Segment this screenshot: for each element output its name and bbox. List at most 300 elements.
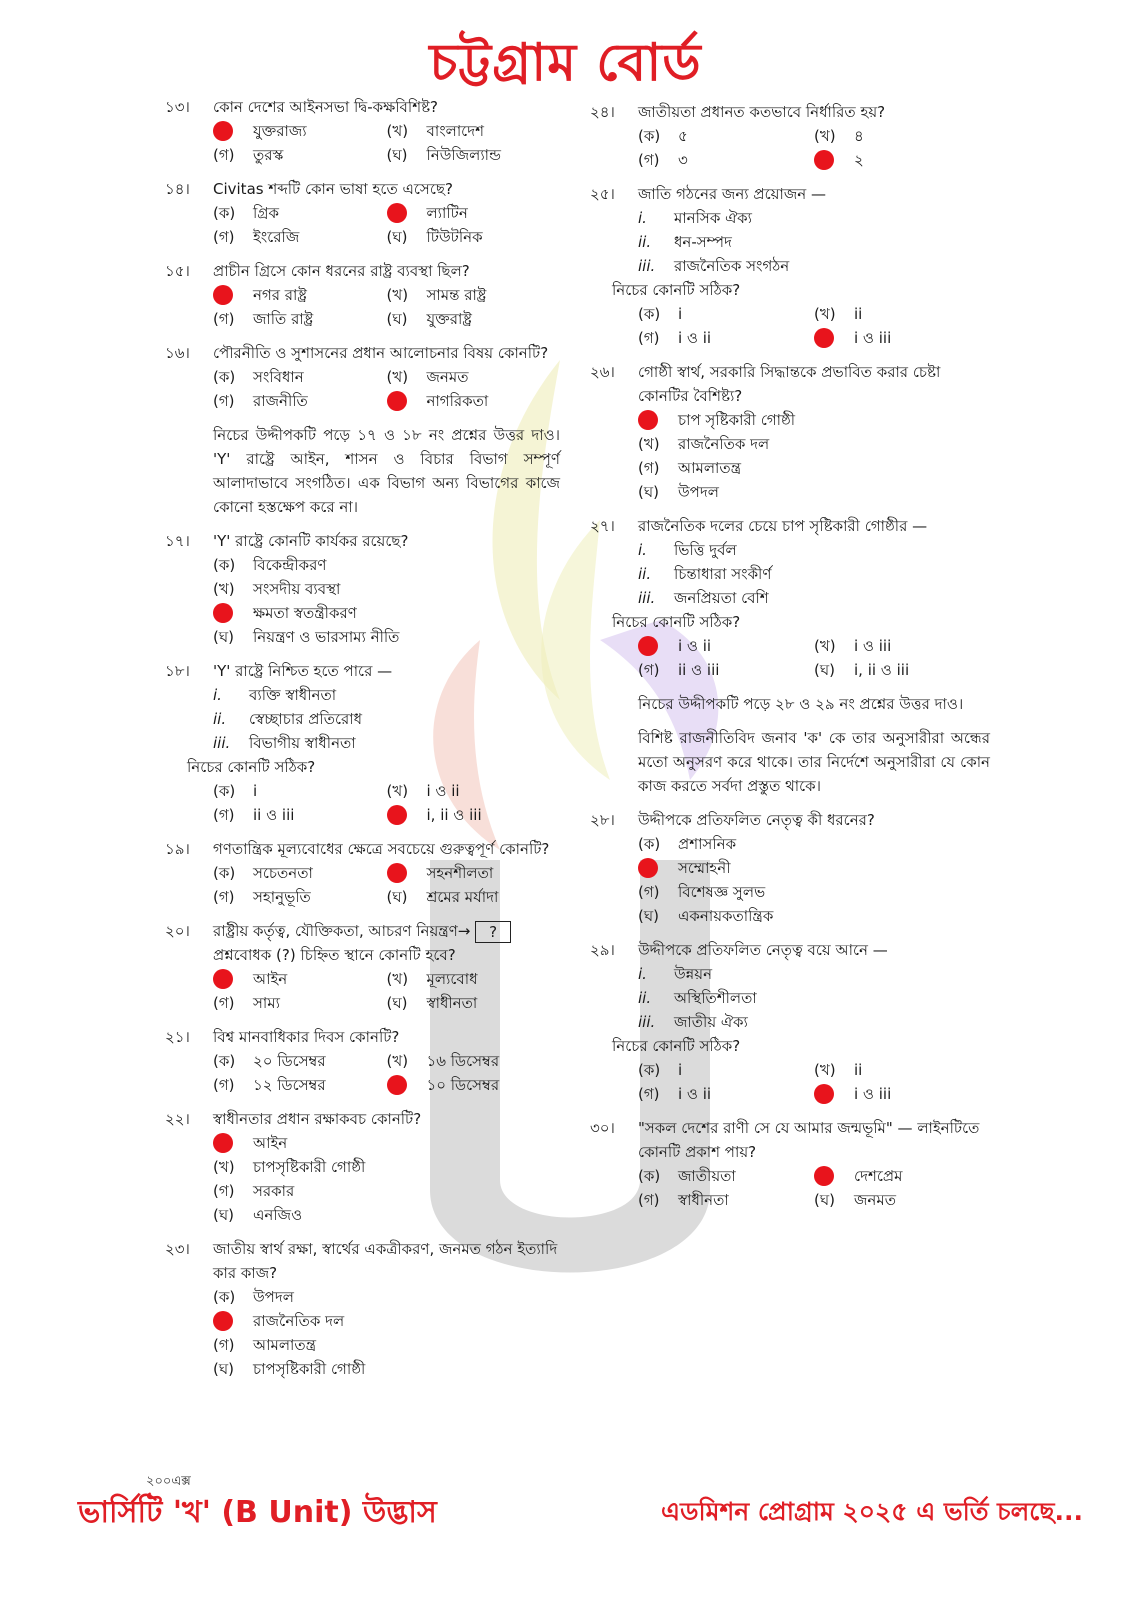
option-text: i ও ii bbox=[678, 637, 712, 655]
question bbox=[165, 659, 560, 827]
question-header bbox=[165, 837, 560, 861]
option-text: স্বাধীনতা bbox=[426, 994, 478, 1012]
question-text-main: প্রাচীন গ্রিসে কোন ধরনের রাষ্ট্র ব্যবস্থা ছিল? bbox=[213, 262, 470, 280]
correct-answer-dot bbox=[814, 1166, 834, 1186]
options bbox=[165, 779, 560, 827]
option-text: যুক্তরাজ্য bbox=[253, 122, 307, 140]
option-label: (গ) bbox=[638, 459, 660, 477]
option-label: (ক) bbox=[638, 127, 661, 145]
statement-text: চিন্তাধারা সংকীর্ণ bbox=[674, 565, 772, 583]
option-text: ২০ ডিসেম্বর bbox=[253, 1052, 326, 1070]
option-text: রাজনৈতিক দল bbox=[253, 1312, 345, 1330]
answer-option bbox=[213, 577, 560, 601]
option-text: সাম্য bbox=[253, 994, 280, 1012]
option-marker bbox=[814, 150, 840, 170]
answer-option bbox=[213, 625, 560, 649]
question-text-main: গণতান্ত্রিক মূল্যবোধের ক্ষেত্রে সবচেয়ে গুরুত্বপূর্ণ কোনটি? bbox=[213, 840, 550, 858]
answer-option bbox=[213, 1073, 387, 1097]
stimulus-passage: নিচের উদ্দীপকটি পড়ে ২৮ ও ২৯ নং প্রশ্নের উত্তর দাও। bbox=[638, 695, 964, 713]
statement bbox=[165, 683, 560, 707]
answer-option bbox=[387, 991, 561, 1015]
correct-answer-dot bbox=[213, 969, 233, 989]
question-number: ২২। bbox=[165, 1110, 190, 1128]
answer-option bbox=[213, 1131, 560, 1155]
question bbox=[165, 177, 560, 249]
option-text: ৫ bbox=[678, 127, 688, 145]
answer-option bbox=[814, 302, 990, 326]
question-text-main: Civitas শব্দটি কোন ভাষা হতে এসেছে? bbox=[213, 180, 453, 198]
option-text: নিয়ন্ত্রণ ও ভারসাম্য নীতি bbox=[253, 628, 400, 646]
statement bbox=[590, 962, 990, 986]
correct-answer-dot bbox=[387, 203, 407, 223]
question-text bbox=[213, 1025, 560, 1049]
answer-option bbox=[213, 1049, 387, 1073]
answer-option bbox=[387, 143, 561, 167]
option-text: জনমত bbox=[854, 1191, 896, 1209]
answer-option bbox=[213, 365, 387, 389]
options bbox=[590, 1164, 990, 1212]
answer-prompt: নিচের কোনটি সঠিক? bbox=[187, 758, 316, 776]
options bbox=[165, 1285, 560, 1381]
option-text: আমলাতন্ত্র bbox=[678, 459, 742, 477]
option-text: মূল্যবোধ bbox=[426, 970, 478, 988]
option-text: গ্রিক bbox=[253, 204, 280, 222]
option-text: ii bbox=[854, 1061, 863, 1079]
question-header bbox=[165, 659, 560, 683]
statement-numeral: ii. bbox=[638, 233, 652, 251]
answer-option bbox=[638, 1164, 814, 1188]
option-label: (খ) bbox=[386, 782, 409, 800]
option-label: (ঘ) bbox=[814, 661, 835, 679]
question-text bbox=[213, 529, 560, 553]
question-text-main: উদ্দীপকে প্রতিফলিত নেতৃত্ব কী ধরনের? bbox=[638, 811, 875, 829]
answer-option bbox=[638, 302, 814, 326]
footer-admission-notice: এডমিশন প্রোগ্রাম ২০২৫ এ ভর্তি চলছে... bbox=[661, 1497, 1083, 1526]
option-text: নাগরিকতা bbox=[426, 392, 489, 410]
answer-option bbox=[638, 1058, 814, 1082]
option-text: যুক্তরাষ্ট্র bbox=[426, 310, 472, 328]
option-text: সহনশীলতা bbox=[426, 864, 494, 882]
option-label: (ঘ) bbox=[386, 994, 408, 1012]
question-number: ২৩। bbox=[165, 1240, 190, 1258]
question-header bbox=[165, 259, 560, 283]
statement-numeral: i. bbox=[638, 965, 647, 983]
options bbox=[590, 1058, 990, 1106]
answer-option bbox=[213, 1285, 560, 1309]
correct-answer-dot bbox=[638, 858, 658, 878]
option-marker bbox=[387, 863, 413, 883]
answer-option bbox=[387, 225, 561, 249]
question-text-main: পৌরনীতি ও সুশাসনের প্রধান আলোচনার বিষয় কোনটি? bbox=[213, 344, 549, 362]
question-text-main: রাজনৈতিক দলের চেয়ে চাপ সৃষ্টিকারী গোষ্ঠীর — bbox=[638, 517, 928, 535]
answer-option bbox=[213, 143, 387, 167]
question-header bbox=[590, 182, 990, 206]
option-text: বাংলাদেশ bbox=[426, 122, 484, 140]
correct-answer-dot bbox=[213, 1133, 233, 1153]
option-marker bbox=[387, 203, 413, 223]
answer-option bbox=[638, 148, 814, 172]
question-text bbox=[638, 808, 990, 832]
answer-option bbox=[213, 1309, 560, 1333]
option-label: (ক) bbox=[213, 1052, 236, 1070]
statement-numeral: iii. bbox=[638, 589, 656, 607]
option-text: তুরস্ক bbox=[253, 146, 284, 164]
question bbox=[590, 182, 990, 350]
answer-option bbox=[387, 283, 561, 307]
statement bbox=[165, 707, 560, 731]
statement bbox=[590, 538, 990, 562]
option-text: ১৬ ডিসেম্বর bbox=[426, 1052, 500, 1070]
question-header bbox=[165, 919, 560, 967]
correct-answer-dot bbox=[814, 328, 834, 348]
option-label: (গ) bbox=[213, 1076, 235, 1094]
statement bbox=[590, 586, 990, 610]
answer-option bbox=[213, 885, 387, 909]
right-column bbox=[590, 100, 990, 1222]
answer-option bbox=[213, 225, 387, 249]
option-text: ৩ bbox=[678, 151, 688, 169]
option-label: (খ) bbox=[814, 305, 836, 323]
option-marker bbox=[638, 858, 664, 878]
option-text: i bbox=[253, 782, 258, 800]
question-text-main: জাতীয়তা প্রধানত কতভাবে নির্ধারিত হয়? bbox=[638, 103, 886, 121]
answer-option bbox=[638, 904, 990, 928]
statement bbox=[590, 254, 990, 278]
answer-option bbox=[638, 480, 990, 504]
option-text: আইন bbox=[253, 970, 288, 988]
answer-option bbox=[213, 1203, 560, 1227]
option-text: ii ও iii bbox=[253, 806, 295, 824]
option-label: (ঘ) bbox=[386, 310, 408, 328]
correct-answer-dot bbox=[814, 150, 834, 170]
answer-option bbox=[814, 148, 990, 172]
question-text bbox=[638, 1116, 990, 1164]
option-marker bbox=[213, 285, 239, 305]
question-header bbox=[590, 808, 990, 832]
option-text: i, ii ও iii bbox=[854, 661, 910, 679]
option-label: (ক) bbox=[638, 1167, 661, 1185]
statement-text: ব্যক্তি স্বাধীনতা bbox=[249, 686, 337, 704]
statement-text: অস্থিতিশীলতা bbox=[674, 989, 757, 1007]
question-text bbox=[213, 341, 560, 365]
option-text: i ও iii bbox=[854, 637, 892, 655]
option-label: (খ) bbox=[213, 580, 235, 598]
option-label: (খ) bbox=[386, 286, 409, 304]
option-text: i ও iii bbox=[854, 329, 892, 347]
option-marker bbox=[213, 1133, 239, 1153]
option-label: (ঘ) bbox=[638, 907, 659, 925]
answer-option bbox=[814, 1188, 990, 1212]
statement-text: মানসিক ঐক্য bbox=[674, 209, 752, 227]
question-text bbox=[213, 919, 560, 967]
question-number: ১৭। bbox=[165, 532, 190, 550]
answer-option bbox=[213, 601, 560, 625]
question-text-main: 'Y' রাষ্ট্রে কোনটি কার্যকর রয়েছে? bbox=[213, 532, 409, 550]
answer-option bbox=[213, 1155, 560, 1179]
statement-numeral: i. bbox=[638, 541, 647, 559]
option-text: স্বাধীনতা bbox=[678, 1191, 729, 1209]
answer-option bbox=[638, 326, 814, 350]
option-label: (ক) bbox=[638, 1061, 661, 1079]
answer-option bbox=[213, 803, 387, 827]
question-text bbox=[638, 100, 990, 124]
option-label: (গ) bbox=[213, 806, 235, 824]
question bbox=[590, 100, 990, 172]
option-label: (গ) bbox=[638, 883, 660, 901]
question-text bbox=[638, 514, 990, 538]
answer-prompt: নিচের কোনটি সঠিক? bbox=[612, 613, 741, 631]
option-text: সচেতনতা bbox=[253, 864, 313, 882]
option-marker bbox=[814, 1084, 840, 1104]
option-text: উপদল bbox=[253, 1288, 294, 1306]
question-text bbox=[638, 938, 990, 962]
options bbox=[165, 861, 560, 909]
option-text: সংসদীয় ব্যবস্থা bbox=[253, 580, 341, 598]
correct-answer-dot bbox=[638, 410, 658, 430]
answer-option bbox=[387, 1049, 561, 1073]
placeholder-box: ? bbox=[475, 921, 511, 943]
question-number: ২৮। bbox=[590, 811, 615, 829]
question-text bbox=[213, 837, 560, 861]
option-marker bbox=[638, 410, 664, 430]
option-label: (খ) bbox=[386, 1052, 409, 1070]
question-header bbox=[165, 177, 560, 201]
option-text: i ও ii bbox=[426, 782, 460, 800]
answer-option bbox=[387, 365, 561, 389]
answer-option bbox=[814, 634, 990, 658]
option-label: (খ) bbox=[386, 368, 409, 386]
question-number: ২৫। bbox=[590, 185, 615, 203]
answer-option bbox=[814, 1058, 990, 1082]
option-text: জনমত bbox=[426, 368, 469, 386]
statement-numeral: iii. bbox=[638, 1013, 656, 1031]
option-label: (ঘ) bbox=[213, 1206, 234, 1224]
options bbox=[590, 634, 990, 682]
answer-option bbox=[213, 991, 387, 1015]
stimulus-passage: বিশিষ্ট রাজনীতিবিদ জনাব 'ক' কে তার অনুসারীরা অন্ধের মতো অনুসরণ করে থাকে। তার নির্দেশে অনুসারীরা যে কোন কাজ করতে সর্বদা প্রস্তুত থাকে। bbox=[638, 729, 990, 795]
question bbox=[590, 1116, 990, 1212]
question bbox=[165, 919, 560, 1015]
left-column bbox=[165, 95, 560, 1391]
statement-numeral: i. bbox=[213, 686, 222, 704]
option-text: টিউটনিক bbox=[426, 228, 483, 246]
question-number: ২৯। bbox=[590, 941, 615, 959]
option-marker bbox=[213, 1311, 239, 1331]
option-label: (গ) bbox=[213, 994, 235, 1012]
answer-option bbox=[213, 201, 387, 225]
option-text: i bbox=[678, 305, 683, 323]
option-marker bbox=[387, 391, 413, 411]
options bbox=[590, 408, 990, 504]
statement-numeral: iii. bbox=[213, 734, 231, 752]
option-text: দেশপ্রেম bbox=[854, 1167, 903, 1185]
question-text-main: স্বাধীনতার প্রধান রক্ষাকবচ কোনটি? bbox=[213, 1110, 422, 1128]
answer-option bbox=[213, 283, 387, 307]
option-label: (ক) bbox=[638, 835, 661, 853]
option-text: একনায়কতান্ত্রিক bbox=[678, 907, 774, 925]
question-text-main: উদ্দীপকে প্রতিফলিত নেতৃত্ব বয়ে আনে — bbox=[638, 941, 888, 959]
option-label: (গ) bbox=[638, 151, 660, 169]
answer-option bbox=[387, 885, 561, 909]
question-text bbox=[638, 182, 990, 206]
answer-option bbox=[387, 119, 561, 143]
correct-answer-dot bbox=[213, 121, 233, 141]
question-header bbox=[165, 95, 560, 119]
statement-text: জাতীয় ঐক্য bbox=[674, 1013, 748, 1031]
question-header bbox=[165, 529, 560, 553]
option-label: (গ) bbox=[213, 1182, 235, 1200]
option-text: আইন bbox=[253, 1134, 288, 1152]
answer-option bbox=[814, 124, 990, 148]
option-label: (ক) bbox=[638, 305, 661, 323]
question-text-main: "সকল দেশের রাণী সে যে আমার জন্মভূমি" — লাইনটিতে কোনটি প্রকাশ পায়? bbox=[638, 1119, 980, 1161]
statement bbox=[590, 1010, 990, 1034]
option-text: সহানুভূতি bbox=[253, 888, 311, 906]
option-text: এনজিও bbox=[253, 1206, 303, 1224]
question bbox=[165, 259, 560, 331]
statement bbox=[590, 206, 990, 230]
options bbox=[165, 1049, 560, 1097]
option-marker bbox=[213, 969, 239, 989]
option-label: (খ) bbox=[386, 970, 409, 988]
question-header bbox=[590, 938, 990, 962]
option-text: ২ bbox=[854, 151, 864, 169]
question-number: ২৪। bbox=[590, 103, 615, 121]
answer-option bbox=[814, 1164, 990, 1188]
option-label: (ক) bbox=[213, 864, 236, 882]
question-number: ১৪। bbox=[165, 180, 190, 198]
answer-option bbox=[638, 124, 814, 148]
question-number: ২০। bbox=[165, 922, 190, 940]
option-label: (ঘ) bbox=[213, 628, 234, 646]
question-header bbox=[165, 341, 560, 365]
correct-answer-dot bbox=[213, 603, 233, 623]
question-number: ২৬। bbox=[590, 363, 615, 381]
question-text-main: কোন দেশের আইনসভা দ্বি-কক্ষবিশিষ্ট? bbox=[213, 98, 439, 116]
option-text: i ও iii bbox=[854, 1085, 892, 1103]
option-text: ১০ ডিসেম্বর bbox=[426, 1076, 500, 1094]
option-text: ii bbox=[854, 305, 863, 323]
option-label: (ক) bbox=[213, 1288, 236, 1306]
option-label: (খ) bbox=[386, 122, 409, 140]
option-text: সামন্ত রাষ্ট্র bbox=[426, 286, 487, 304]
option-text: আমলাতন্ত্র bbox=[253, 1336, 317, 1354]
stimulus-passage: নিচের উদ্দীপকটি পড়ে ১৭ ও ১৮ নং প্রশ্নের উত্তর দাও। 'Y' রাষ্ট্রে আইন, শাসন ও বিচার বিভাগ সম্পূর্ণ আলাদাভাবে সংগঠিত। এক বিভাগ অন্য বিভাগের কাজে কোনো হস্তক্ষেপ করে না। bbox=[213, 426, 560, 516]
statement-numeral: iii. bbox=[638, 257, 656, 275]
statement-numeral: i. bbox=[638, 209, 647, 227]
statement bbox=[165, 731, 560, 755]
answer-option bbox=[638, 658, 814, 682]
question-text bbox=[213, 259, 560, 283]
option-text: ii ও iii bbox=[678, 661, 720, 679]
option-text: সংবিধান bbox=[253, 368, 304, 386]
question-text bbox=[638, 360, 990, 408]
options bbox=[165, 283, 560, 331]
question bbox=[165, 529, 560, 649]
question-number: ১৬। bbox=[165, 344, 190, 362]
question-text-main: 'Y' রাষ্ট্রে নিশ্চিত হতে পারে — bbox=[213, 662, 393, 680]
answer-prompt: নিচের কোনটি সঠিক? bbox=[612, 1037, 741, 1055]
option-marker bbox=[213, 603, 239, 623]
option-label: (গ) bbox=[213, 1336, 235, 1354]
option-label: (খ) bbox=[814, 637, 836, 655]
option-text: নিউজিল্যান্ড bbox=[426, 146, 501, 164]
option-text: চাপ সৃষ্টিকারী গোষ্ঠী bbox=[678, 411, 796, 429]
option-label: (ক) bbox=[213, 556, 236, 574]
option-label: (গ) bbox=[638, 329, 660, 347]
options bbox=[165, 553, 560, 649]
answer-prompt: নিচের কোনটি সঠিক? bbox=[612, 281, 741, 299]
option-label: (ঘ) bbox=[386, 888, 408, 906]
answer-option bbox=[387, 389, 561, 413]
statement-text: বিভাগীয় স্বাধীনতা bbox=[249, 734, 356, 752]
statement-text: জনপ্রিয়তা বেশি bbox=[674, 589, 769, 607]
answer-option bbox=[213, 1179, 560, 1203]
option-text: ক্ষমতা স্বতন্ত্রীকরণ bbox=[253, 604, 357, 622]
option-label: (গ) bbox=[213, 310, 235, 328]
question-text-cont: প্রশ্নবোধক (?) চিহ্নিত স্থানে কোনটি হবে? bbox=[213, 946, 456, 964]
correct-answer-dot bbox=[814, 1084, 834, 1104]
option-label: (খ) bbox=[638, 435, 660, 453]
answer-option bbox=[213, 389, 387, 413]
statement-text: ভিত্তি দুর্বল bbox=[674, 541, 737, 559]
options bbox=[165, 365, 560, 413]
option-marker bbox=[814, 1166, 840, 1186]
question bbox=[165, 837, 560, 909]
answer-option bbox=[387, 201, 561, 225]
option-marker bbox=[638, 636, 664, 656]
option-label: (গ) bbox=[213, 228, 235, 246]
answer-option bbox=[638, 1082, 814, 1106]
footer-code: ২০০এক্স bbox=[146, 1474, 191, 1489]
answer-option bbox=[213, 1333, 560, 1357]
option-text: ১২ ডিসেম্বর bbox=[253, 1076, 326, 1094]
answer-option bbox=[638, 880, 990, 904]
question bbox=[590, 808, 990, 928]
option-label: (খ) bbox=[213, 1158, 235, 1176]
answer-option bbox=[213, 861, 387, 885]
option-text: জাতীয়তা bbox=[678, 1167, 736, 1185]
option-text: শ্রমের মর্যাদা bbox=[426, 888, 499, 906]
option-text: i bbox=[678, 1061, 683, 1079]
option-label: (গ) bbox=[638, 1191, 660, 1209]
answer-option bbox=[814, 326, 990, 350]
options bbox=[590, 124, 990, 172]
answer-option bbox=[638, 1188, 814, 1212]
answer-option bbox=[387, 967, 561, 991]
correct-answer-dot bbox=[387, 805, 407, 825]
option-text: উপদল bbox=[678, 483, 719, 501]
correct-answer-dot bbox=[638, 636, 658, 656]
option-marker bbox=[213, 121, 239, 141]
correct-answer-dot bbox=[387, 391, 407, 411]
options bbox=[165, 119, 560, 167]
page-title: চট্টগ্রাম বোর্ড bbox=[429, 33, 702, 93]
answer-option bbox=[213, 779, 387, 803]
option-label: (গ) bbox=[213, 392, 235, 410]
question-header bbox=[165, 1025, 560, 1049]
answer-option bbox=[814, 1082, 990, 1106]
question-number: ১৮। bbox=[165, 662, 190, 680]
footer-brand: ভার্সিটি 'খ' (B Unit) উদ্ভাস bbox=[78, 1495, 437, 1530]
option-label: (ঘ) bbox=[386, 146, 408, 164]
option-text: জাতি রাষ্ট্র bbox=[253, 310, 314, 328]
option-label: (খ) bbox=[814, 1061, 836, 1079]
question bbox=[165, 341, 560, 413]
options bbox=[165, 1131, 560, 1227]
question-text bbox=[213, 177, 560, 201]
option-text: বিকেন্দ্রীকরণ bbox=[253, 556, 327, 574]
